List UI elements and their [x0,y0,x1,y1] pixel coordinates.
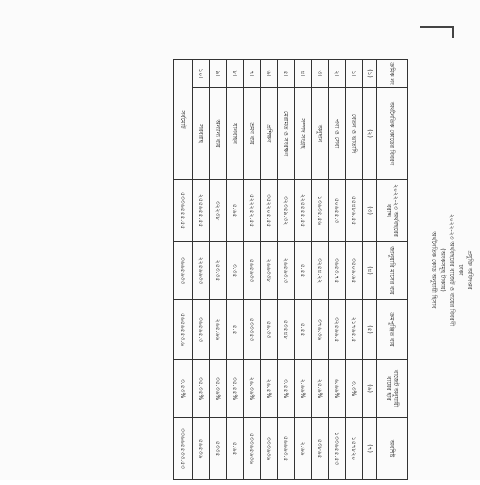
table-cell: ১। [346,60,363,88]
table-cell: ৩৫০৬.৬৫ [346,242,363,300]
header-line: ২০২২-২৩ অর্থবছরের বাজেট ও ব্যয়ের বিবরণী [448,213,455,327]
column-index: (১) [363,60,377,88]
table-cell: ৩.৩% [346,360,363,418]
table-cell: ৫.৫৫ [295,300,312,360]
table-cell: ৫। [278,60,295,88]
corner-bracket-mark [420,26,454,38]
column-index-row [363,60,377,480]
table-cell: ৫৬৫৬৩৩ [244,242,261,300]
header-line: অর্থনৈতিক কোড অনুযায়ী হিসাব [430,231,437,309]
table-cell: ২৬৬৩৩৮ [261,242,278,300]
table-row [193,60,210,480]
table-cell: ৮। [227,60,244,88]
table-row [278,60,295,480]
table-cell: ৫৬.৩৩ [261,300,278,360]
column-header: অবশিষ্ট [377,418,408,480]
column-header: অর্থনৈতিক কোডের বিবরণ [377,88,408,180]
table-row [244,60,261,480]
table-cell: ২৬.৩৬% [244,360,261,418]
table-cell: ৩৬৫৬৫.৩ [193,300,210,360]
table-cell: ২। [329,60,346,88]
table-cell: ৩। [312,60,329,88]
table-cell: ২১৭৬৫.৫ [346,300,363,360]
total-cell: ৩.৫৩% [174,360,193,418]
table-cell: ৩৩৩৬৩৬ [261,418,278,480]
table-cell: ৫২২২৫২.৫৫ [244,180,261,242]
table-cell: ৩৬৫৩.৭৫ [329,242,346,300]
table-cell: ৩২৩৫৯.৩২ [278,180,295,242]
budget-table [173,59,408,480]
table-cell: ৫.৬৫ [227,418,244,480]
column-header: ক্রমপুঞ্জিত ব্যয় [377,300,408,360]
table-cell: যানবাহন [227,88,244,180]
table-cell: পণ্য ও সেবা [329,88,346,180]
column-index: (৭) [363,418,377,480]
rotated-document-region [64,55,474,485]
total-cell: ৫৬৫৬৫৫৩.৬ [174,300,193,360]
table-cell: ২৫৩.৩৫ [210,242,227,300]
column-index: (৪) [363,242,377,300]
table-cell: ৫৩৫৪৮ [278,300,295,360]
table-cell: ২৬৫৬৩.৩ [278,242,295,300]
total-cell: ৩৩৬৬৫৫৩৩.৫৩ [174,418,193,480]
total-cell: ৩৬৬৫৬৩৩ [174,242,193,300]
column-index: (২) [363,88,377,180]
table-cell: ৫৫৪৮৬.৫৫ [346,180,363,242]
table-cell: মেরামত ও সংরক্ষণ [278,88,295,180]
table-cell: সরবরাহ [193,88,210,180]
table-cell: ৫৩৩৫ [210,418,227,480]
table-row [261,60,278,480]
total-label: সর্বমোট [174,60,193,180]
table-cell: ৫.৫৫ [295,242,312,300]
header-line: প্রযুক্তি অধিদপ্তর [466,250,473,290]
table-cell: ১৩৩৬৫৫.৫৩ [329,418,346,480]
table-cell: ৩.৩৫ [227,242,244,300]
document-content [64,55,474,485]
table-cell: ২.৬৬% [295,360,312,418]
table-cell: ৫৩৮৬৫ [312,418,329,480]
table-row [329,60,346,480]
table-cell: ২৫৫৬৫৫.৫৫ [193,180,210,242]
table-cell: ৩৫২২০৫.৫৫ [261,180,278,242]
table-cell: ২২৫৬৬৩৩ [193,242,210,300]
header-line: (অংকসমূহ টাকায়) [439,248,446,292]
table-body [193,60,363,480]
table-cell: অনুদান [312,88,329,180]
table-cell: ৫৬৫৩৬ [193,418,210,480]
table-cell: ৩২২৩৮ [210,180,227,242]
table-cell: ৫৩৩৩৫৩ [244,300,261,360]
table-cell: ১৩৬৩৫.৫৬ [312,180,329,242]
table-row [227,60,244,480]
column-header: জানুয়ারি মাসের ব্যয় [377,242,408,300]
table-cell: ৪। [295,60,312,88]
table-cell: ৩৫.৫৫% [227,360,244,418]
table-cell: ৬। [261,60,278,88]
table-cell: ৩৭৬.৩৬ [312,300,329,360]
table-cell: ৫৬৬৬৩.৫ [278,418,295,480]
column-header: ক্রমিক নং [377,60,408,88]
table-cell: ৯। [210,60,227,88]
table-cell: ১০। [193,60,210,88]
header-line: ঢাকা [457,264,464,276]
table-cell: ৭। [244,60,261,88]
table-cell: অন্যান্য ব্যয় [210,88,227,180]
table-cell: ৩২৫৪.২২ [312,242,329,300]
table-cell: প্রশিক্ষণ [261,88,278,180]
table-cell: ৫.৬৫ [227,180,244,242]
table-row [295,60,312,480]
table-cell: বেতন ও ভাতাদি [346,88,363,180]
table-cell: ৫.৫ [227,300,244,360]
column-index: (৫) [363,300,377,360]
total-cell: ৫৩৩৬৫৫৫.৫৫ [174,180,193,242]
table-cell: ৩২৫৬৬.৫ [329,300,346,360]
table-cell: ৩৫.৩৬% [210,360,227,418]
table-cell: ৬.৬৬% [329,360,346,418]
document-header [412,55,474,485]
table-cell: ৩৫.৩৫% [193,360,210,418]
column-index: (৩) [363,180,377,242]
table-cell: সম্পদ সংগ্রহ [295,88,312,180]
column-header: বাজেট অনুযায়ী ব্যয়ের হার [377,360,408,418]
table-cell: ৫৩৩৬৫৬৩৬ [244,418,261,480]
table-cell: ভ্রমণ ব্যয় [244,88,261,180]
table-cell: ২৬৫.৬৬ [210,300,227,360]
table-row [312,60,329,480]
table-cell: ২.৬৬ [295,418,312,480]
column-index: (৬) [363,360,377,418]
table-cell: ১৫৭৮২০ [346,418,363,480]
total-row [174,60,193,480]
column-header: ২০২২-২৩ অর্থবছরের বরাদ্দ [377,180,408,242]
table-cell: ২৫.৬% [312,360,329,418]
table-cell: ৫০৬৫৫.৩ [329,180,346,242]
table-row [210,60,227,480]
table-row [346,60,363,480]
table-cell: ২২৫৫৫৫.৫৫ [295,180,312,242]
table-cell: ৩.৫৫% [278,360,295,418]
table-cell: ২৬.৫% [261,360,278,418]
table-header-row [377,60,408,480]
